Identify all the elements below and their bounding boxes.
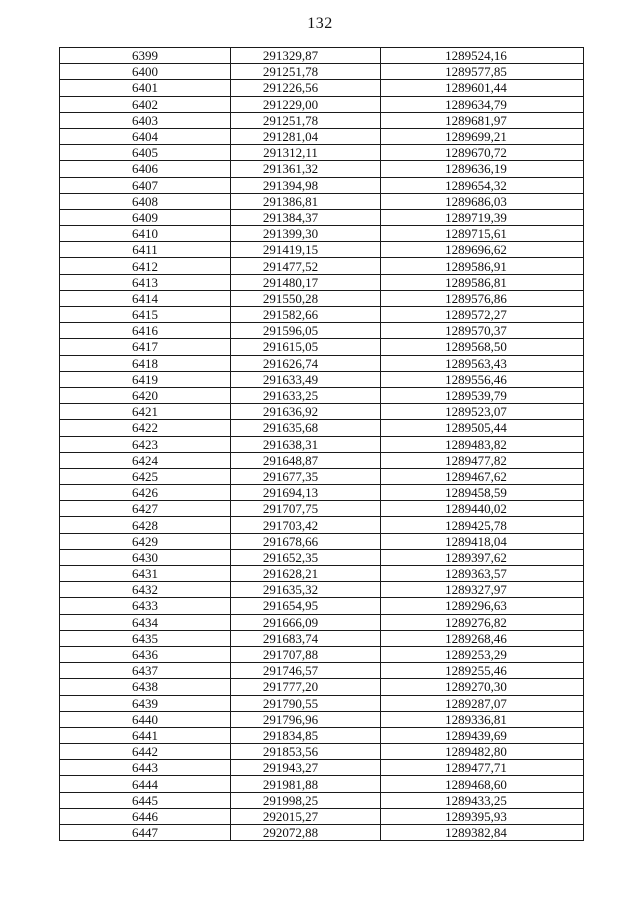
y-coordinate-cell: 1289287,07 bbox=[381, 695, 584, 711]
x-coordinate-cell: 291790,55 bbox=[231, 695, 381, 711]
point-number-cell: 6436 bbox=[60, 646, 231, 662]
table-row bbox=[60, 614, 584, 630]
page-number: 132 bbox=[307, 15, 333, 32]
point-number-cell: 6415 bbox=[60, 307, 231, 323]
point-number-cell: 6420 bbox=[60, 387, 231, 403]
point-number-cell: 6445 bbox=[60, 792, 231, 808]
x-coordinate-cell: 291636,92 bbox=[231, 404, 381, 420]
table-row bbox=[60, 679, 584, 695]
table-row bbox=[60, 695, 584, 711]
table-row bbox=[60, 501, 584, 517]
x-coordinate-cell: 291628,21 bbox=[231, 566, 381, 582]
y-coordinate-cell: 1289253,29 bbox=[381, 646, 584, 662]
y-coordinate-cell: 1289699,21 bbox=[381, 128, 584, 144]
y-coordinate-cell: 1289482,80 bbox=[381, 744, 584, 760]
x-coordinate-cell: 291251,78 bbox=[231, 64, 381, 80]
y-coordinate-cell: 1289255,46 bbox=[381, 663, 584, 679]
x-coordinate-cell: 291677,35 bbox=[231, 468, 381, 484]
table-row bbox=[60, 177, 584, 193]
table-row bbox=[60, 355, 584, 371]
table-row bbox=[60, 582, 584, 598]
table-row bbox=[60, 663, 584, 679]
y-coordinate-cell: 1289458,59 bbox=[381, 485, 584, 501]
x-coordinate-cell: 291419,15 bbox=[231, 242, 381, 258]
x-coordinate-cell: 291633,25 bbox=[231, 387, 381, 403]
y-coordinate-cell: 1289524,16 bbox=[381, 48, 584, 64]
x-coordinate-cell: 291312,11 bbox=[231, 145, 381, 161]
table-row bbox=[60, 161, 584, 177]
table-row bbox=[60, 468, 584, 484]
y-coordinate-cell: 1289439,69 bbox=[381, 727, 584, 743]
y-coordinate-cell: 1289670,72 bbox=[381, 145, 584, 161]
y-coordinate-cell: 1289570,37 bbox=[381, 323, 584, 339]
point-number-cell: 6439 bbox=[60, 695, 231, 711]
y-coordinate-cell: 1289563,43 bbox=[381, 355, 584, 371]
y-coordinate-cell: 1289696,62 bbox=[381, 242, 584, 258]
y-coordinate-cell: 1289363,57 bbox=[381, 566, 584, 582]
table-row bbox=[60, 452, 584, 468]
table-row bbox=[60, 808, 584, 824]
table-row bbox=[60, 290, 584, 306]
x-coordinate-cell: 291582,66 bbox=[231, 307, 381, 323]
point-number-cell: 6438 bbox=[60, 679, 231, 695]
x-coordinate-cell: 291853,56 bbox=[231, 744, 381, 760]
table-row bbox=[60, 825, 584, 841]
x-coordinate-cell: 291707,88 bbox=[231, 646, 381, 662]
table-row bbox=[60, 128, 584, 144]
point-number-cell: 6429 bbox=[60, 533, 231, 549]
y-coordinate-cell: 1289468,60 bbox=[381, 776, 584, 792]
table-row bbox=[60, 549, 584, 565]
x-coordinate-cell: 291777,20 bbox=[231, 679, 381, 695]
point-number-cell: 6413 bbox=[60, 274, 231, 290]
point-number-cell: 6427 bbox=[60, 501, 231, 517]
y-coordinate-cell: 1289636,19 bbox=[381, 161, 584, 177]
y-coordinate-cell: 1289586,81 bbox=[381, 274, 584, 290]
x-coordinate-cell: 291654,95 bbox=[231, 598, 381, 614]
point-number-cell: 6416 bbox=[60, 323, 231, 339]
y-coordinate-cell: 1289719,39 bbox=[381, 209, 584, 225]
point-number-cell: 6447 bbox=[60, 825, 231, 841]
point-number-cell: 6421 bbox=[60, 404, 231, 420]
table-row bbox=[60, 598, 584, 614]
y-coordinate-cell: 1289440,02 bbox=[381, 501, 584, 517]
point-number-cell: 6441 bbox=[60, 727, 231, 743]
table-row bbox=[60, 792, 584, 808]
table-row bbox=[60, 242, 584, 258]
point-number-cell: 6405 bbox=[60, 145, 231, 161]
point-number-cell: 6419 bbox=[60, 371, 231, 387]
x-coordinate-cell: 291281,04 bbox=[231, 128, 381, 144]
table-body bbox=[60, 48, 584, 841]
x-coordinate-cell: 291226,56 bbox=[231, 80, 381, 96]
table-row bbox=[60, 646, 584, 662]
y-coordinate-cell: 1289539,79 bbox=[381, 387, 584, 403]
table-row bbox=[60, 112, 584, 128]
point-number-cell: 6437 bbox=[60, 663, 231, 679]
y-coordinate-cell: 1289395,93 bbox=[381, 808, 584, 824]
table-row bbox=[60, 258, 584, 274]
x-coordinate-cell: 291707,75 bbox=[231, 501, 381, 517]
y-coordinate-cell: 1289467,62 bbox=[381, 468, 584, 484]
y-coordinate-cell: 1289418,04 bbox=[381, 533, 584, 549]
table-row bbox=[60, 533, 584, 549]
y-coordinate-cell: 1289686,03 bbox=[381, 193, 584, 209]
x-coordinate-cell: 291638,31 bbox=[231, 436, 381, 452]
y-coordinate-cell: 1289276,82 bbox=[381, 614, 584, 630]
x-coordinate-cell: 291399,30 bbox=[231, 226, 381, 242]
table-row bbox=[60, 517, 584, 533]
table-row bbox=[60, 48, 584, 64]
x-coordinate-cell: 291480,17 bbox=[231, 274, 381, 290]
x-coordinate-cell: 291998,25 bbox=[231, 792, 381, 808]
x-coordinate-cell: 291477,52 bbox=[231, 258, 381, 274]
y-coordinate-cell: 1289296,63 bbox=[381, 598, 584, 614]
y-coordinate-cell: 1289382,84 bbox=[381, 825, 584, 841]
y-coordinate-cell: 1289397,62 bbox=[381, 549, 584, 565]
point-number-cell: 6408 bbox=[60, 193, 231, 209]
x-coordinate-cell: 291615,05 bbox=[231, 339, 381, 355]
x-coordinate-cell: 291666,09 bbox=[231, 614, 381, 630]
table-row bbox=[60, 64, 584, 80]
y-coordinate-cell: 1289433,25 bbox=[381, 792, 584, 808]
x-coordinate-cell: 291981,88 bbox=[231, 776, 381, 792]
x-coordinate-cell: 292072,88 bbox=[231, 825, 381, 841]
point-number-cell: 6446 bbox=[60, 808, 231, 824]
table-row bbox=[60, 776, 584, 792]
y-coordinate-cell: 1289268,46 bbox=[381, 630, 584, 646]
x-coordinate-cell: 291626,74 bbox=[231, 355, 381, 371]
table-row bbox=[60, 274, 584, 290]
y-coordinate-cell: 1289586,91 bbox=[381, 258, 584, 274]
x-coordinate-cell: 291703,42 bbox=[231, 517, 381, 533]
point-number-cell: 6423 bbox=[60, 436, 231, 452]
table-row bbox=[60, 323, 584, 339]
point-number-cell: 6434 bbox=[60, 614, 231, 630]
point-number-cell: 6399 bbox=[60, 48, 231, 64]
y-coordinate-cell: 1289425,78 bbox=[381, 517, 584, 533]
point-number-cell: 6430 bbox=[60, 549, 231, 565]
table-row bbox=[60, 404, 584, 420]
y-coordinate-cell: 1289477,82 bbox=[381, 452, 584, 468]
y-coordinate-cell: 1289270,30 bbox=[381, 679, 584, 695]
point-number-cell: 6426 bbox=[60, 485, 231, 501]
point-number-cell: 6432 bbox=[60, 582, 231, 598]
x-coordinate-cell: 291384,37 bbox=[231, 209, 381, 225]
point-number-cell: 6409 bbox=[60, 209, 231, 225]
table-row bbox=[60, 145, 584, 161]
x-coordinate-cell: 291229,00 bbox=[231, 96, 381, 112]
point-number-cell: 6443 bbox=[60, 760, 231, 776]
point-number-cell: 6411 bbox=[60, 242, 231, 258]
y-coordinate-cell: 1289556,46 bbox=[381, 371, 584, 387]
x-coordinate-cell: 292015,27 bbox=[231, 808, 381, 824]
table-row bbox=[60, 80, 584, 96]
table-row bbox=[60, 744, 584, 760]
x-coordinate-cell: 291329,87 bbox=[231, 48, 381, 64]
x-coordinate-cell: 291694,13 bbox=[231, 485, 381, 501]
table-row bbox=[60, 630, 584, 646]
point-number-cell: 6407 bbox=[60, 177, 231, 193]
table-row bbox=[60, 727, 584, 743]
x-coordinate-cell: 291796,96 bbox=[231, 711, 381, 727]
point-number-cell: 6431 bbox=[60, 566, 231, 582]
table-row bbox=[60, 387, 584, 403]
table-row bbox=[60, 339, 584, 355]
table-row bbox=[60, 485, 584, 501]
x-coordinate-cell: 291652,35 bbox=[231, 549, 381, 565]
point-number-cell: 6401 bbox=[60, 80, 231, 96]
point-number-cell: 6412 bbox=[60, 258, 231, 274]
x-coordinate-cell: 291394,98 bbox=[231, 177, 381, 193]
table-row bbox=[60, 436, 584, 452]
y-coordinate-cell: 1289577,85 bbox=[381, 64, 584, 80]
point-number-cell: 6403 bbox=[60, 112, 231, 128]
coordinates-table bbox=[59, 47, 584, 841]
x-coordinate-cell: 291683,74 bbox=[231, 630, 381, 646]
point-number-cell: 6400 bbox=[60, 64, 231, 80]
y-coordinate-cell: 1289523,07 bbox=[381, 404, 584, 420]
x-coordinate-cell: 291635,32 bbox=[231, 582, 381, 598]
x-coordinate-cell: 291550,28 bbox=[231, 290, 381, 306]
table-row bbox=[60, 420, 584, 436]
point-number-cell: 6442 bbox=[60, 744, 231, 760]
point-number-cell: 6418 bbox=[60, 355, 231, 371]
x-coordinate-cell: 291361,32 bbox=[231, 161, 381, 177]
point-number-cell: 6425 bbox=[60, 468, 231, 484]
x-coordinate-cell: 291251,78 bbox=[231, 112, 381, 128]
y-coordinate-cell: 1289336,81 bbox=[381, 711, 584, 727]
point-number-cell: 6402 bbox=[60, 96, 231, 112]
y-coordinate-cell: 1289715,61 bbox=[381, 226, 584, 242]
x-coordinate-cell: 291596,05 bbox=[231, 323, 381, 339]
table-row bbox=[60, 226, 584, 242]
x-coordinate-cell: 291834,85 bbox=[231, 727, 381, 743]
y-coordinate-cell: 1289483,82 bbox=[381, 436, 584, 452]
point-number-cell: 6404 bbox=[60, 128, 231, 144]
point-number-cell: 6406 bbox=[60, 161, 231, 177]
y-coordinate-cell: 1289477,71 bbox=[381, 760, 584, 776]
y-coordinate-cell: 1289327,97 bbox=[381, 582, 584, 598]
point-number-cell: 6428 bbox=[60, 517, 231, 533]
table-row bbox=[60, 193, 584, 209]
table-row bbox=[60, 711, 584, 727]
point-number-cell: 6424 bbox=[60, 452, 231, 468]
x-coordinate-cell: 291678,66 bbox=[231, 533, 381, 549]
table-row bbox=[60, 566, 584, 582]
y-coordinate-cell: 1289681,97 bbox=[381, 112, 584, 128]
table-row bbox=[60, 209, 584, 225]
table-row bbox=[60, 307, 584, 323]
x-coordinate-cell: 291746,57 bbox=[231, 663, 381, 679]
y-coordinate-cell: 1289576,86 bbox=[381, 290, 584, 306]
y-coordinate-cell: 1289654,32 bbox=[381, 177, 584, 193]
x-coordinate-cell: 291635,68 bbox=[231, 420, 381, 436]
point-number-cell: 6414 bbox=[60, 290, 231, 306]
y-coordinate-cell: 1289572,27 bbox=[381, 307, 584, 323]
x-coordinate-cell: 291648,87 bbox=[231, 452, 381, 468]
point-number-cell: 6435 bbox=[60, 630, 231, 646]
x-coordinate-cell: 291633,49 bbox=[231, 371, 381, 387]
point-number-cell: 6417 bbox=[60, 339, 231, 355]
x-coordinate-cell: 291386,81 bbox=[231, 193, 381, 209]
y-coordinate-cell: 1289568,50 bbox=[381, 339, 584, 355]
y-coordinate-cell: 1289505,44 bbox=[381, 420, 584, 436]
table-row bbox=[60, 96, 584, 112]
y-coordinate-cell: 1289601,44 bbox=[381, 80, 584, 96]
table-row bbox=[60, 760, 584, 776]
table-row bbox=[60, 371, 584, 387]
x-coordinate-cell: 291943,27 bbox=[231, 760, 381, 776]
y-coordinate-cell: 1289634,79 bbox=[381, 96, 584, 112]
point-number-cell: 6433 bbox=[60, 598, 231, 614]
point-number-cell: 6444 bbox=[60, 776, 231, 792]
point-number-cell: 6422 bbox=[60, 420, 231, 436]
point-number-cell: 6440 bbox=[60, 711, 231, 727]
point-number-cell: 6410 bbox=[60, 226, 231, 242]
